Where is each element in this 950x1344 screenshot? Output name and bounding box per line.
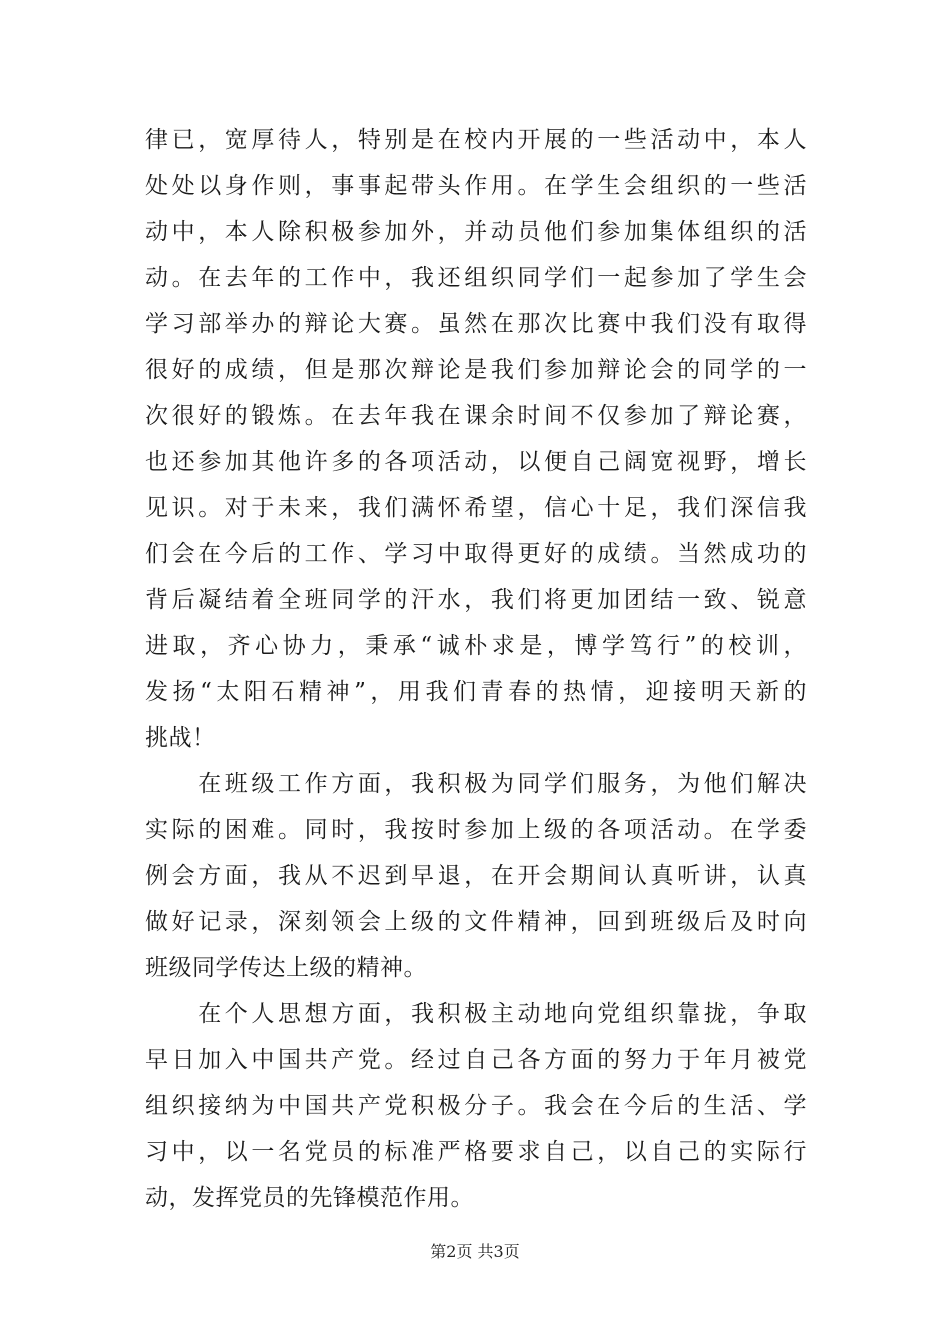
text-line: 班级同学传达上级的精神。 (145, 955, 427, 981)
text-line: 习中，以一名党员的标准严格要求自己，以自己的实际行 (145, 1139, 807, 1165)
text-line: 挑战！ (145, 725, 216, 751)
text-line: 早日加入中国共产党。经过自己各方面的努力于年月被党 (145, 1047, 807, 1073)
text-line: 实际的困难。同时，我按时参加上级的各项活动。在学委 (145, 817, 807, 843)
text-line: 做好记录，深刻领会上级的文件精神，回到班级后及时向 (145, 909, 807, 935)
text-line: 动中，本人除积极参加外，并动员他们参加集体组织的活 (145, 219, 807, 245)
text-line: 处处以身作则，事事起带头作用。在学生会组织的一些活 (145, 173, 807, 199)
text-line: 们会在今后的工作、学习中取得更好的成绩。当然成功的 (145, 541, 807, 567)
text-line: 进取，齐心协力，秉承“诚朴求是，博学笃行”的校训， (145, 633, 807, 659)
text-line: 发扬“太阳石精神”，用我们青春的热情，迎接明天新的 (145, 679, 807, 705)
text-line: 例会方面，我从不迟到早退，在开会期间认真听讲，认真 (145, 863, 807, 889)
paragraph-2 (145, 761, 807, 991)
text-line: 学习部举办的辩论大赛。虽然在那次比赛中我们没有取得 (145, 311, 807, 337)
document-body (145, 117, 807, 1221)
text-line: 背后凝结着全班同学的汗水，我们将更加团结一致、锐意 (145, 587, 807, 613)
text-line: 见识。对于未来，我们满怀希望，信心十足，我们深信我 (145, 495, 807, 521)
text-line: 也还参加其他许多的各项活动，以便自己阔宽视野，增长 (145, 449, 807, 475)
text-line: 律已，宽厚待人，特别是在校内开展的一些活动中，本人 (145, 127, 807, 153)
paragraph-3 (145, 991, 807, 1221)
page-number-footer: 第2页 共3页 (430, 1242, 520, 1261)
text-line: 动，发挥党员的先锋模范作用。 (145, 1185, 474, 1211)
text-line: 组织接纳为中国共产党积极分子。我会在今后的生活、学 (145, 1093, 807, 1119)
text-line: 很好的成绩，但是那次辩论是我们参加辩论会的同学的一 (145, 357, 807, 383)
paragraph-1 (145, 117, 807, 761)
text-line: 在个人思想方面，我积极主动地向党组织靠拢，争取 (145, 1001, 807, 1027)
text-line: 次很好的锻炼。在去年我在课余时间不仅参加了辩论赛， (145, 403, 807, 429)
text-line: 在班级工作方面，我积极为同学们服务，为他们解决 (145, 771, 807, 797)
text-line: 动。在去年的工作中，我还组织同学们一起参加了学生会 (145, 265, 807, 291)
